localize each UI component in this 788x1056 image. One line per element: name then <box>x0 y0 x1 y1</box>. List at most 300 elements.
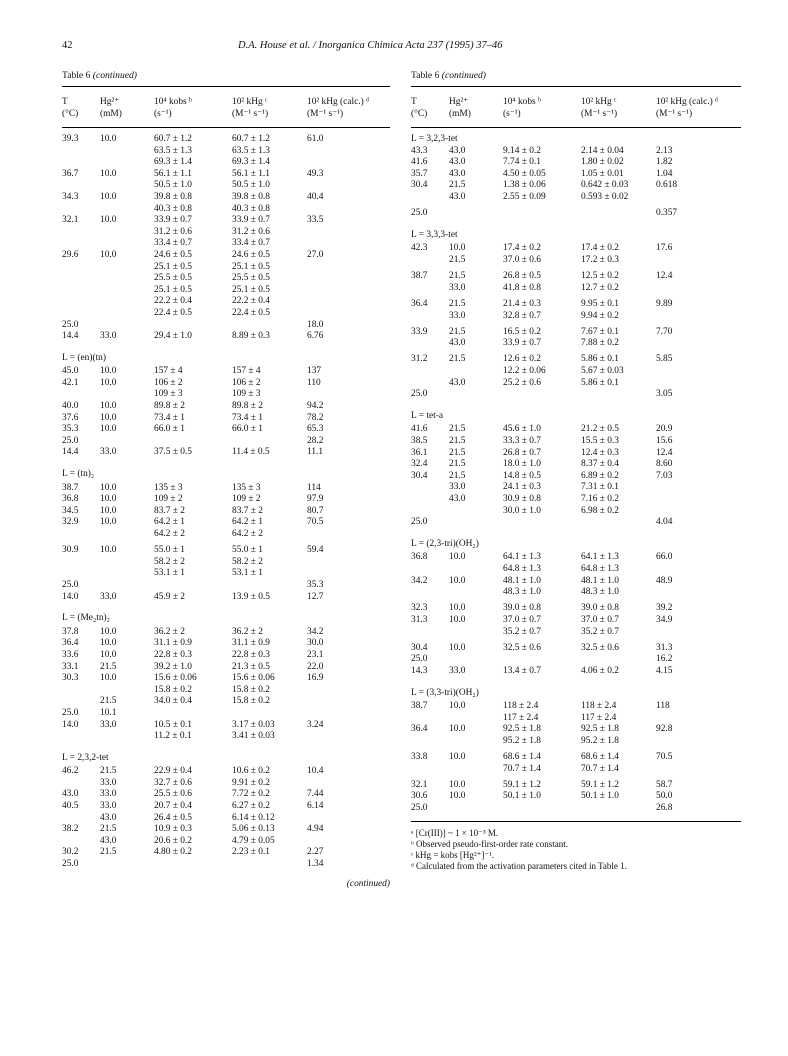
right-cell-3: 117 ± 2.4 <box>581 712 617 723</box>
right-table-row <box>411 666 741 678</box>
left-cell-1: 10.0 <box>100 412 117 423</box>
right-cell-0: 34.2 <box>411 575 428 586</box>
left-table-row <box>62 813 390 825</box>
left-cell-1: 33.0 <box>100 801 117 812</box>
left-cell-4: 28.2 <box>307 435 324 446</box>
left-cell-0: 34.3 <box>62 191 79 202</box>
left-cell-1: 10.0 <box>100 366 117 377</box>
right-table-row <box>411 243 741 255</box>
footnote-3: ᵈ Calculated from the activation parameters cited in Table 1. <box>411 860 627 871</box>
left-cell-1: 10.0 <box>100 673 117 684</box>
right-cell-3: 48.1 ± 1.0 <box>581 575 619 586</box>
left-cell-3: 21.3 ± 0.5 <box>232 661 270 672</box>
right-header-col-2-line-1: (s⁻¹) <box>503 108 521 119</box>
right-cell-1: 33.0 <box>449 310 466 321</box>
left-cell-2: 10.9 ± 0.3 <box>154 824 192 835</box>
left-cell-4: 18.0 <box>307 319 324 330</box>
right-cell-3: 64.8 ± 1.3 <box>581 563 619 574</box>
right-cell-4: 17.6 <box>656 243 673 254</box>
right-cell-2: 118 ± 2.4 <box>503 701 539 712</box>
right-cell-2: 68.6 ± 1.4 <box>503 752 541 763</box>
left-cell-3: 15.8 ± 0.2 <box>232 684 270 695</box>
right-table-row <box>411 146 741 158</box>
right-cell-2: 4.50 ± 0.05 <box>503 168 546 179</box>
right-cell-4: 31.3 <box>656 642 673 653</box>
left-cell-2: 56.1 ± 1.1 <box>154 168 192 179</box>
left-cell-1: 10.0 <box>100 649 117 660</box>
left-cell-2: 11.2 ± 0.1 <box>154 731 192 742</box>
right-table-row <box>411 627 741 639</box>
right-table-row <box>411 506 741 518</box>
left-header-col-3-line-1: (M⁻¹ s⁻¹) <box>232 108 269 119</box>
left-cell-2: 50.5 ± 1.0 <box>154 180 192 191</box>
right-table-row <box>411 724 741 736</box>
right-cell-4: 118 <box>656 701 670 712</box>
left-table-row <box>62 731 390 743</box>
right-cell-2: 70.7 ± 1.4 <box>503 763 541 774</box>
left-cell-3: 55.0 ± 1 <box>232 545 263 556</box>
left-cell-4: 2.27 <box>307 847 324 858</box>
right-cell-2: 14.8 ± 0.5 <box>503 470 541 481</box>
left-cell-4: 78.2 <box>307 412 324 423</box>
right-cell-2: 30.9 ± 0.8 <box>503 494 541 504</box>
left-cell-0: 25.0 <box>62 707 79 718</box>
left-cell-4: 61.0 <box>307 134 324 144</box>
left-cell-3: 50.5 ± 1.0 <box>232 180 270 191</box>
right-table-body <box>411 128 741 815</box>
left-cell-1: 10.0 <box>100 215 117 226</box>
left-cell-3: 24.6 ± 0.5 <box>232 249 270 260</box>
left-cell-3: 15.8 ± 0.2 <box>232 696 270 707</box>
left-cell-2: 31.2 ± 0.6 <box>154 226 192 237</box>
right-caption-prefix: Table 6 <box>411 70 440 81</box>
left-table-row <box>62 494 390 506</box>
right-cell-2: 21.4 ± 0.3 <box>503 298 541 309</box>
right-cell-2: 24.1 ± 0.3 <box>503 482 541 493</box>
left-cell-3: 6.14 ± 0.12 <box>232 812 275 823</box>
right-cell-2: 95.2 ± 1.8 <box>503 735 541 746</box>
left-cell-1: 10.0 <box>100 505 117 516</box>
left-cell-1: 10.0 <box>100 424 117 435</box>
right-cell-0: L = (2,3-tri)(OH₂) <box>411 538 479 549</box>
left-cell-3: 109 ± 3 <box>232 389 261 400</box>
left-table-row <box>62 753 390 765</box>
left-cell-0: 25.0 <box>62 579 79 590</box>
running-head: D.A. House et al. / Inorganica Chimica Acta 237 (1995) 37–46 <box>238 40 503 51</box>
left-cell-2: 34.0 ± 0.4 <box>154 696 192 707</box>
left-cell-1: 33.0 <box>100 777 117 788</box>
right-cell-1: 33.0 <box>449 282 466 293</box>
left-cell-2: 66.0 ± 1 <box>154 424 185 435</box>
right-cell-0: 25.0 <box>411 517 428 528</box>
right-table-row <box>411 448 741 460</box>
right-cell-1: 10.0 <box>449 614 466 625</box>
left-table-row <box>62 789 390 801</box>
left-cell-0: L = (tn)₂ <box>62 469 95 480</box>
left-cell-2: 55.0 ± 1 <box>154 545 185 556</box>
left-cell-3: 25.1 ± 0.5 <box>232 284 270 295</box>
left-table-row <box>62 557 390 569</box>
left-cell-2: 20.7 ± 0.4 <box>154 801 192 812</box>
left-cell-1: 21.5 <box>100 824 117 835</box>
right-table-row <box>411 169 741 181</box>
left-header-col-1 <box>100 97 122 120</box>
left-cell-2: 135 ± 3 <box>154 482 183 493</box>
right-cell-3: 7.67 ± 0.1 <box>581 326 619 337</box>
left-table-row <box>62 469 390 481</box>
left-cell-3: 39.8 ± 0.8 <box>232 191 270 202</box>
left-table-row <box>62 250 390 262</box>
right-cell-2: 7.74 ± 0.1 <box>503 157 541 168</box>
left-cell-0: 25.0 <box>62 435 79 446</box>
right-cell-1: 10.0 <box>449 575 466 586</box>
left-table-row <box>62 401 390 413</box>
right-cell-1: 21.5 <box>449 298 466 309</box>
right-cell-2: 18.0 ± 1.0 <box>503 459 541 470</box>
right-cell-2: 117 ± 2.4 <box>503 712 539 723</box>
right-cell-1: 43.0 <box>449 377 466 388</box>
right-cell-3: 50.1 ± 1.0 <box>581 791 619 802</box>
right-cell-3: 12.7 ± 0.2 <box>581 282 619 293</box>
left-cell-0: 38.7 <box>62 482 79 493</box>
left-cell-1: 10.0 <box>100 545 117 556</box>
left-cell-2: 63.5 ± 1.3 <box>154 145 192 156</box>
left-cell-4: 110 <box>307 377 321 388</box>
right-cell-4: 70.5 <box>656 752 673 763</box>
left-cell-1: 33.0 <box>100 447 117 458</box>
left-header-col-4 <box>307 97 369 120</box>
left-table-row <box>62 662 390 674</box>
right-cell-2: 30.0 ± 1.0 <box>503 505 541 516</box>
right-cell-0: 36.4 <box>411 298 428 309</box>
left-table-row <box>62 506 390 518</box>
right-cell-2: 1.38 ± 0.06 <box>503 180 546 191</box>
right-cell-2: 41.8 ± 0.8 <box>503 282 541 293</box>
left-cell-0: 14.0 <box>62 591 79 602</box>
left-table-row <box>62 517 390 529</box>
right-table-row <box>411 688 741 700</box>
right-table-row <box>411 494 741 506</box>
right-cell-2: 16.5 ± 0.2 <box>503 326 541 337</box>
left-cell-2: 83.7 ± 2 <box>154 505 185 516</box>
left-cell-0: 39.3 <box>62 134 79 144</box>
right-cell-0: 14.3 <box>411 665 428 676</box>
left-table-row <box>62 413 390 425</box>
left-cell-1: 10.0 <box>100 401 117 412</box>
right-cell-4: 12.4 <box>656 447 673 458</box>
left-cell-0: 34.5 <box>62 505 79 516</box>
left-cell-3: 36.2 ± 2 <box>232 626 263 637</box>
left-cell-4: 80.7 <box>307 505 324 516</box>
left-cell-0: 36.4 <box>62 638 79 649</box>
right-cell-1: 43.0 <box>449 494 466 504</box>
right-cell-4: 20.9 <box>656 424 673 435</box>
left-cell-2: 64.2 ± 2 <box>154 529 185 539</box>
footnote-0: ᵃ [Cr(III)] ~ 1 × 10⁻³ M. <box>411 827 499 838</box>
right-cell-1: 10.0 <box>449 791 466 802</box>
left-cell-1: 33.0 <box>100 789 117 800</box>
left-cell-2: 106 ± 2 <box>154 377 183 388</box>
right-cell-2: 25.2 ± 0.6 <box>503 377 541 388</box>
left-cell-0: L = 2,3,2-tet <box>62 752 109 763</box>
left-cell-2: 4.80 ± 0.2 <box>154 847 192 858</box>
right-cell-2: 9.14 ± 0.2 <box>503 145 541 156</box>
right-cell-0: 25.0 <box>411 208 428 219</box>
footnote-2: ᶜ kHg = kobs [Hg²⁺]⁻¹. <box>411 849 495 860</box>
right-cell-2: 32.5 ± 0.6 <box>503 642 541 653</box>
right-cell-1: 10.0 <box>449 701 466 712</box>
right-table-row <box>411 134 741 146</box>
right-cell-3: 1.05 ± 0.01 <box>581 168 624 179</box>
left-cell-4: 33.5 <box>307 215 324 226</box>
left-cell-3: 64.2 ± 2 <box>232 529 263 539</box>
left-cell-0: L = (en)(tn) <box>62 352 106 363</box>
right-table-row <box>411 736 741 748</box>
right-cell-3: 9.94 ± 0.2 <box>581 310 619 321</box>
right-cell-4: 3.05 <box>656 389 673 400</box>
left-table-row <box>62 227 390 239</box>
left-cell-3: 7.72 ± 0.2 <box>232 789 270 800</box>
right-table-row <box>411 603 741 615</box>
footnote-1: ᵇ Observed pseudo-first-order rate constant. <box>411 838 568 849</box>
left-cell-4: 59.4 <box>307 545 324 556</box>
left-cell-1: 10.1 <box>100 707 117 718</box>
left-cell-3: 4.79 ± 0.05 <box>232 835 275 846</box>
left-cell-2: 10.5 ± 0.1 <box>154 719 192 730</box>
right-table-row <box>411 615 741 627</box>
left-cell-3: 8.89 ± 0.3 <box>232 331 270 342</box>
right-cell-1: 21.5 <box>449 354 466 365</box>
right-table-row <box>411 471 741 483</box>
right-cell-0: 33.8 <box>411 752 428 763</box>
left-cell-3: 89.8 ± 2 <box>232 401 263 412</box>
right-cell-4: 7.70 <box>656 326 673 337</box>
right-header-col-1-line-1: (mM) <box>449 108 471 119</box>
right-header-col-0-line-0: T <box>411 97 417 107</box>
right-cell-0: 25.0 <box>411 803 428 814</box>
left-table-row <box>62 778 390 790</box>
left-cell-4: 6.76 <box>307 331 324 342</box>
left-table-body <box>62 128 390 871</box>
left-cell-1: 10.0 <box>100 134 117 144</box>
left-table-caption <box>62 70 390 86</box>
right-table-row <box>411 576 741 588</box>
right-cell-0: 30.4 <box>411 180 428 191</box>
right-cell-3: 4.06 ± 0.2 <box>581 665 619 676</box>
right-cell-2: 48.1 ± 1.0 <box>503 575 541 586</box>
right-table-row <box>411 564 741 576</box>
left-cell-2: 45.9 ± 2 <box>154 591 185 602</box>
left-cell-0: 30.3 <box>62 673 79 684</box>
left-cell-3: 6.27 ± 0.2 <box>232 801 270 812</box>
right-cell-3: 12.4 ± 0.3 <box>581 447 619 458</box>
left-cell-0: 45.0 <box>62 366 79 377</box>
right-table-row <box>411 283 741 295</box>
left-cell-2: 157 ± 4 <box>154 366 183 377</box>
right-cell-1: 43.0 <box>449 145 466 156</box>
right-header-col-4-line-0: 10² kHg (calc.) ᵈ <box>656 97 718 107</box>
left-cell-1: 10.0 <box>100 517 117 528</box>
left-cell-1: 33.0 <box>100 719 117 730</box>
right-cell-3: 17.2 ± 0.3 <box>581 254 619 265</box>
left-table-row <box>62 824 390 836</box>
continued-note: (continued) <box>346 879 390 889</box>
left-cell-2: 36.2 ± 2 <box>154 626 185 637</box>
left-table-row <box>62 708 390 720</box>
left-cell-2: 31.1 ± 0.9 <box>154 638 192 649</box>
right-cell-4: 0.357 <box>656 208 678 219</box>
left-header-col-4-line-1: (M⁻¹ s⁻¹) <box>307 108 344 119</box>
right-cell-0: 38.5 <box>411 436 428 447</box>
right-table-row <box>411 311 741 323</box>
right-cell-3: 5.67 ± 0.03 <box>581 366 624 377</box>
right-cell-3: 5.86 ± 0.1 <box>581 377 619 388</box>
left-header-col-1-line-1: (mM) <box>100 108 122 119</box>
right-cell-3: 70.7 ± 1.4 <box>581 763 619 774</box>
right-cell-4: 9.89 <box>656 298 673 309</box>
right-header-col-3-line-1: (M⁻¹ s⁻¹) <box>581 108 618 119</box>
left-cell-0: 14.4 <box>62 331 79 342</box>
right-cell-4: 8.60 <box>656 459 673 470</box>
left-table-row <box>62 308 390 320</box>
right-cell-0: 38.7 <box>411 701 428 712</box>
left-cell-0: 29.6 <box>62 249 79 260</box>
right-cell-0: 30.4 <box>411 642 428 653</box>
right-cell-4: 66.0 <box>656 552 673 563</box>
right-cell-3: 2.14 ± 0.04 <box>581 145 624 156</box>
left-cell-2: 24.6 ± 0.5 <box>154 249 192 260</box>
left-cell-3: 15.6 ± 0.06 <box>232 673 275 684</box>
right-cell-2: 12.6 ± 0.2 <box>503 354 541 365</box>
page-number: 42 <box>62 40 73 51</box>
left-cell-2: 33.4 ± 0.7 <box>154 238 192 249</box>
left-cell-2: 32.7 ± 0.6 <box>154 777 192 788</box>
left-cell-2: 22.9 ± 0.4 <box>154 766 192 777</box>
left-cell-2: 89.8 ± 2 <box>154 401 185 412</box>
left-cell-1: 43.0 <box>100 835 117 846</box>
right-cell-2: 35.2 ± 0.7 <box>503 626 541 637</box>
footnote-rule <box>411 821 741 822</box>
right-table-row <box>411 713 741 725</box>
right-cell-3: 8.37 ± 0.4 <box>581 459 619 470</box>
right-header-col-3-line-0: 10² kHg ᶜ <box>581 97 617 107</box>
right-cell-1: 33.0 <box>449 482 466 493</box>
left-table-row <box>62 685 390 697</box>
left-cell-1: 33.0 <box>100 331 117 342</box>
left-cell-3: 40.3 ± 0.8 <box>232 203 270 214</box>
right-cell-2: 33.9 ± 0.7 <box>503 338 541 349</box>
right-cell-0: 38.7 <box>411 271 428 282</box>
left-cell-0: 40.0 <box>62 401 79 412</box>
right-cell-0: L = (3,3-tri)(OH₂) <box>411 687 479 698</box>
left-table-row <box>62 192 390 204</box>
left-cell-4: 3.24 <box>307 719 324 730</box>
right-cell-4: 50.0 <box>656 791 673 802</box>
right-table-row <box>411 327 741 339</box>
left-cell-2: 39.2 ± 1.0 <box>154 661 192 672</box>
left-table-row <box>62 720 390 732</box>
left-cell-3: 106 ± 2 <box>232 377 261 388</box>
left-cell-0: 14.0 <box>62 719 79 730</box>
left-cell-2: 22.8 ± 0.3 <box>154 649 192 660</box>
left-cell-2: 25.5 ± 0.6 <box>154 789 192 800</box>
left-cell-0: 35.3 <box>62 424 79 435</box>
left-cell-3: 66.0 ± 1 <box>232 424 263 435</box>
left-cell-2: 15.6 ± 0.06 <box>154 673 197 684</box>
left-cell-3: 73.4 ± 1 <box>232 412 263 423</box>
left-cell-0: 32.1 <box>62 215 79 226</box>
left-header-col-2-line-0: 10⁴ kobs ᵇ <box>154 97 192 107</box>
right-caption-suffix: (continued) <box>441 70 487 81</box>
left-table-row <box>62 436 390 448</box>
right-cell-4: 4.15 <box>656 665 673 676</box>
left-cell-4: 1.34 <box>307 859 324 870</box>
left-cell-1: 10.0 <box>100 168 117 179</box>
left-cell-3: 53.1 ± 1 <box>232 568 263 579</box>
left-cell-2: 22.4 ± 0.5 <box>154 307 192 318</box>
left-cell-1: 10.0 <box>100 494 117 505</box>
right-cell-0: 42.3 <box>411 243 428 254</box>
right-cell-3: 7.88 ± 0.2 <box>581 338 619 349</box>
right-cell-4: 34.9 <box>656 614 673 625</box>
left-header-col-4-line-0: 10² kHg (calc.) ᵈ <box>307 97 369 107</box>
left-cell-0: 14.4 <box>62 447 79 458</box>
left-cell-1: 10.0 <box>100 377 117 388</box>
right-table-row <box>411 654 741 666</box>
right-table-row <box>411 354 741 366</box>
left-cell-0: 38.2 <box>62 824 79 835</box>
right-cell-4: 2.13 <box>656 145 673 156</box>
left-cell-2: 37.5 ± 0.5 <box>154 447 192 458</box>
right-cell-3: 48.3 ± 1.0 <box>581 587 619 598</box>
left-header-col-3-line-0: 10² kHg ᶜ <box>232 97 268 107</box>
right-cell-1: 21.5 <box>449 436 466 447</box>
right-cell-2: 33.3 ± 0.7 <box>503 436 541 447</box>
left-table-column <box>62 70 390 889</box>
left-table-row <box>62 215 390 227</box>
left-table-row <box>62 638 390 650</box>
left-cell-3: 22.2 ± 0.4 <box>232 296 270 307</box>
right-cell-0: 35.7 <box>411 168 428 179</box>
right-cell-2: 26.8 ± 0.5 <box>503 271 541 282</box>
left-cell-4: 27.0 <box>307 249 324 260</box>
left-cell-2: 73.4 ± 1 <box>154 412 185 423</box>
left-cell-0: 30.2 <box>62 847 79 858</box>
left-cell-2: 33.9 ± 0.7 <box>154 215 192 226</box>
left-cell-0: 33.1 <box>62 661 79 672</box>
left-table-row <box>62 296 390 308</box>
left-table-row <box>62 801 390 813</box>
right-cell-0: 41.6 <box>411 424 428 435</box>
left-cell-1: 10.0 <box>100 249 117 260</box>
left-cell-2: 58.2 ± 2 <box>154 556 185 567</box>
left-cell-3: 22.4 ± 0.5 <box>232 307 270 318</box>
left-cell-3: 5.06 ± 0.13 <box>232 824 275 835</box>
left-cell-2: 15.8 ± 0.2 <box>154 684 192 695</box>
left-header-col-1-line-0: Hg²⁺ <box>100 97 120 107</box>
left-table-row <box>62 262 390 274</box>
left-table-row <box>62 627 390 639</box>
right-header-col-1 <box>449 97 471 120</box>
right-cell-1: 10.0 <box>449 552 466 563</box>
right-cell-1: 33.0 <box>449 665 466 676</box>
right-cell-4: 7.03 <box>656 470 673 481</box>
left-cell-1: 43.0 <box>100 812 117 823</box>
left-table-row <box>62 650 390 662</box>
right-cell-3: 7.16 ± 0.2 <box>581 494 619 504</box>
left-cell-3: 3.41 ± 0.03 <box>232 731 275 742</box>
left-cell-1: 10.0 <box>100 626 117 637</box>
